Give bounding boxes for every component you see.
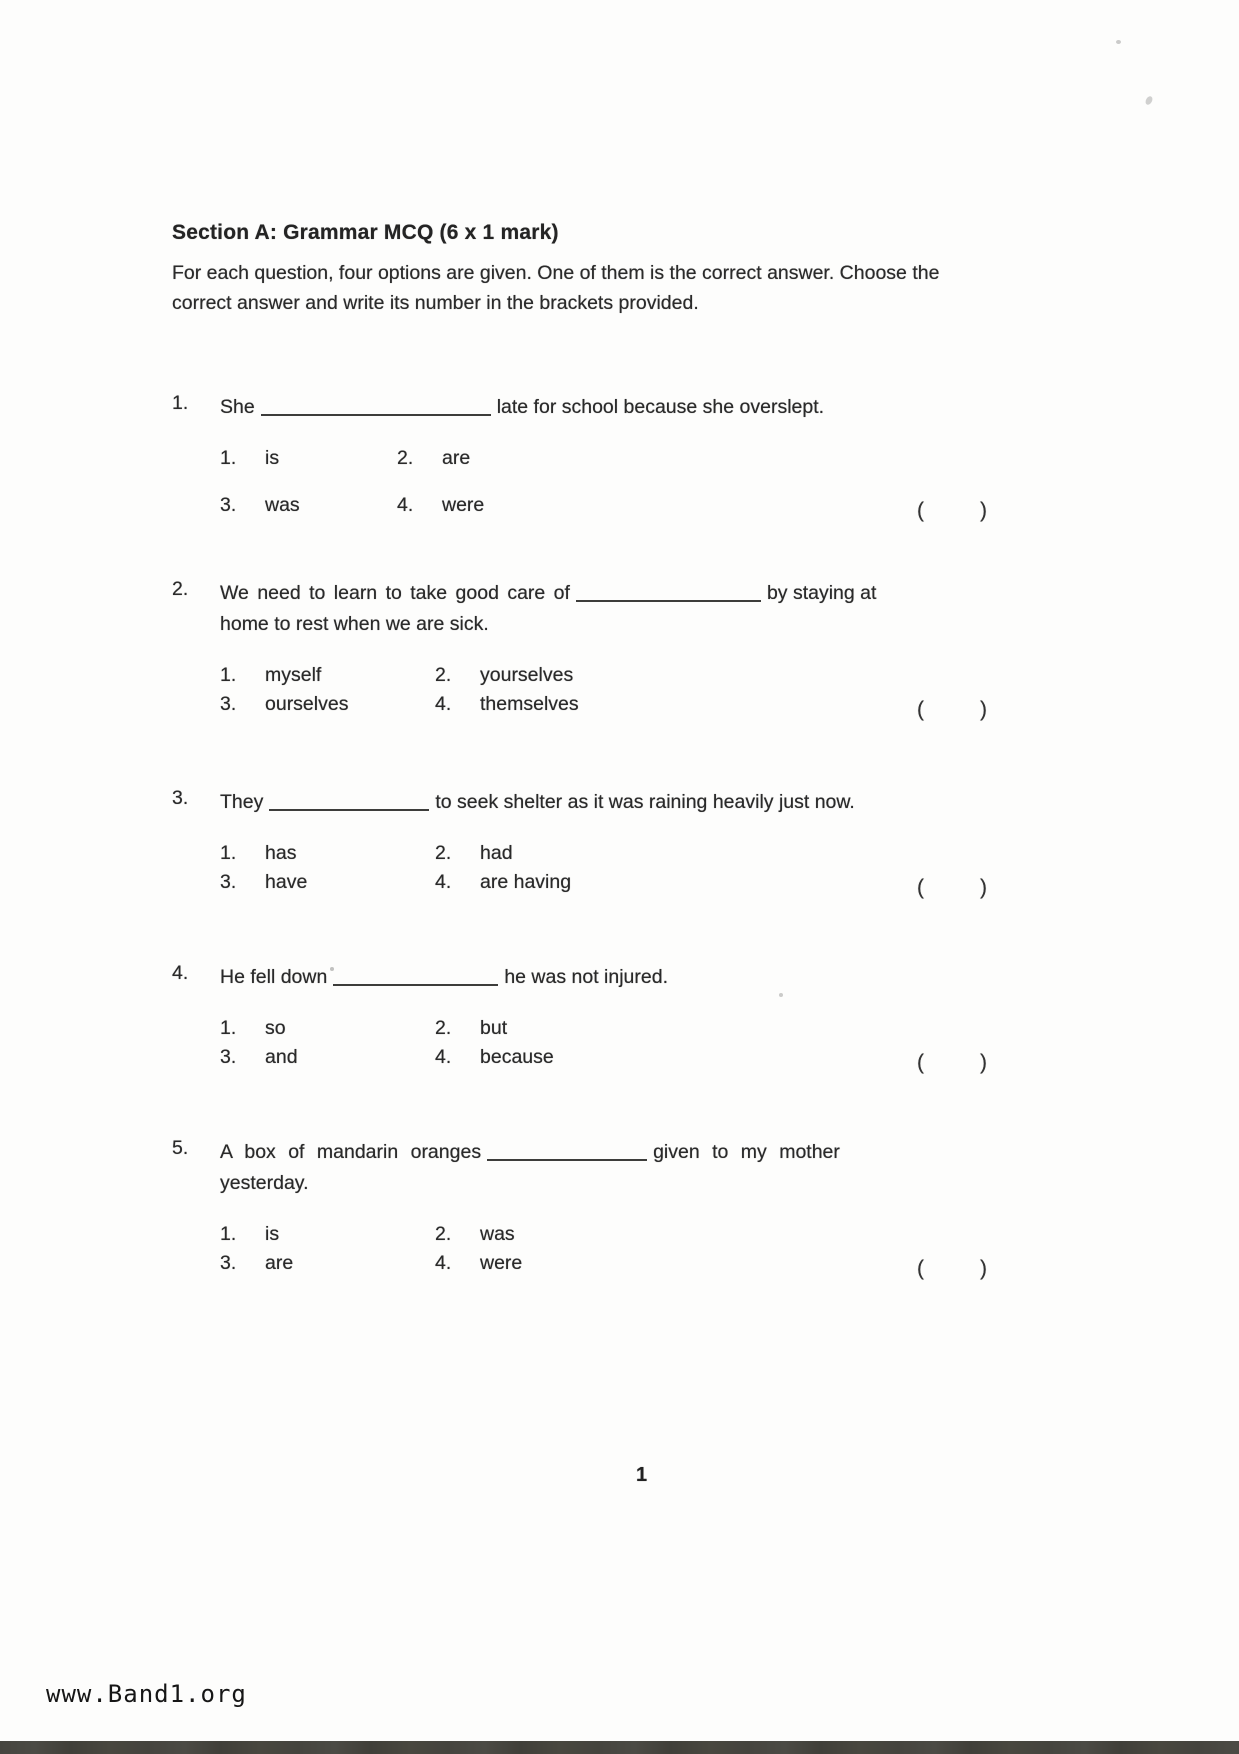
question-text-after: late for school because she overslept. [496,396,825,418]
bracket-close: ) [980,698,987,721]
watermark-url: www.Band1.org [46,1680,247,1708]
instructions-text: For each question, four options are given. One of them is the correct answer. Choose the correct answer and write its number in the brackets provided. [172,262,940,314]
bracket-close: ) [980,1051,987,1074]
question-text-after: he was not injured. [504,966,668,988]
answer-brackets [917,1257,987,1281]
answer-brackets [917,499,987,523]
option-row [220,447,987,476]
options-grid [220,447,987,523]
option-label: were [480,1252,523,1274]
scan-speck [1116,40,1121,44]
question-text-before: We need to learn to take good care of [220,582,570,604]
question-text-before: She [220,396,255,418]
option-label: was [480,1223,515,1245]
scan-speck [1144,95,1154,106]
question-text [220,1137,990,1199]
option-number: 3. [220,1046,237,1068]
answer-blank [269,809,429,811]
option-number: 3. [220,871,237,893]
question-3 [172,787,992,900]
answer-brackets [917,698,987,722]
option-number: 4. [435,1252,452,1274]
page-number: 1 [636,1464,648,1486]
option-label: are having [480,871,572,893]
scan-speck [779,993,783,997]
option-label: was [265,494,300,516]
option-row [220,1046,987,1075]
scan-footer-bar [0,1741,1239,1754]
option-row [220,1223,987,1252]
question-text [220,962,990,993]
option-label: is [265,447,280,469]
option-row [220,871,987,900]
option-label: have [265,871,308,893]
option-number: 3. [220,693,237,715]
option-number: 1. [220,842,237,864]
option-number: 4. [397,494,414,516]
answer-blank [576,600,761,602]
option-label: are [442,447,471,469]
option-number: 1. [220,447,237,469]
bracket-open: ( [917,1257,924,1280]
option-label: themselves [480,693,579,715]
question-2 [172,578,992,722]
option-label: are [265,1252,294,1274]
options-grid [220,1223,987,1281]
option-number: 4. [435,871,452,893]
bracket-open: ( [917,1051,924,1074]
bracket-close: ) [980,1257,987,1280]
question-number: 2. [172,578,189,600]
question-text-after: by staying at [766,582,877,604]
option-row [220,693,987,722]
option-row [220,1252,987,1281]
bracket-open: ( [917,698,924,721]
question-text-after: given to my mother [653,1141,840,1163]
question-5 [172,1137,992,1281]
option-label: is [265,1223,280,1245]
option-row [220,842,987,871]
option-number: 4. [435,693,452,715]
question-text-line2: home to rest when we are sick. [220,613,489,635]
question-text [220,392,990,423]
question-number: 1. [172,392,189,414]
option-label: were [442,494,485,516]
question-number: 4. [172,962,189,984]
options-grid [220,1017,987,1075]
option-number: 2. [397,447,414,469]
section-title: Section A: Grammar MCQ (6 x 1 mark) [172,221,559,244]
option-label: myself [265,664,322,686]
option-number: 1. [220,1017,237,1039]
question-text-before: A box of mandarin oranges [220,1141,482,1163]
option-label: yourselves [480,664,574,686]
answer-brackets [917,876,987,900]
option-label: because [480,1046,554,1068]
question-text-line2: yesterday. [220,1172,309,1194]
option-label: but [480,1017,508,1039]
option-label: had [480,842,513,864]
answer-blank [333,984,498,986]
question-4 [172,962,992,1075]
bracket-open: ( [917,499,924,522]
answer-blank [261,414,491,416]
option-number: 1. [220,664,237,686]
question-1 [172,392,992,541]
bracket-open: ( [917,876,924,899]
option-label: ourselves [265,693,349,715]
scan-speck [330,967,334,971]
options-grid [220,842,987,900]
question-text [220,578,990,640]
question-number: 3. [172,787,189,809]
option-number: 3. [220,1252,237,1274]
question-text [220,787,990,818]
option-label: and [265,1046,298,1068]
question-text-after: to seek shelter as it was raining heavily just now. [435,791,855,813]
bracket-close: ) [980,876,987,899]
question-text-before: He fell down [220,966,328,988]
option-number: 2. [435,1223,452,1245]
option-row [220,494,987,523]
option-label: has [265,842,297,864]
answer-brackets [917,1051,987,1075]
question-text-before: They [220,791,264,813]
option-row [220,664,987,693]
option-number: 1. [220,1223,237,1245]
option-number: 2. [435,664,452,686]
bracket-close: ) [980,499,987,522]
option-number: 2. [435,842,452,864]
options-grid [220,664,987,722]
question-number: 5. [172,1137,189,1159]
option-label: so [265,1017,286,1039]
option-number: 4. [435,1046,452,1068]
answer-blank [487,1159,647,1161]
option-number: 3. [220,494,237,516]
option-row [220,1017,987,1046]
option-number: 2. [435,1017,452,1039]
